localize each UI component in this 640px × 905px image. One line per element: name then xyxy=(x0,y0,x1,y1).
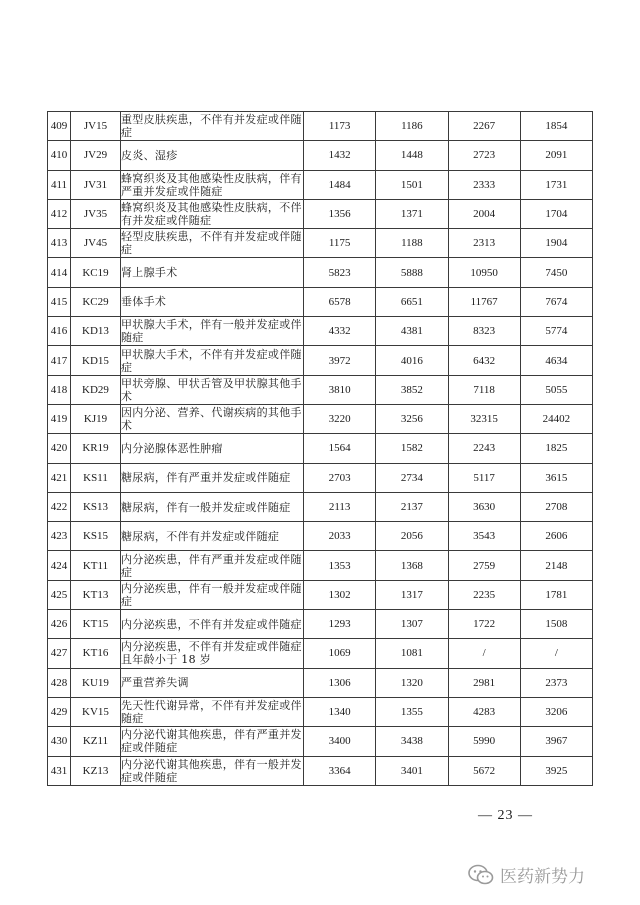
drg-name-cell: 糖尿病，伴有一般并发症或伴随症 xyxy=(121,492,304,521)
value-4-cell: 3615 xyxy=(520,463,592,492)
value-2-cell: 1501 xyxy=(376,170,448,199)
page-number: — 23 — xyxy=(478,808,533,823)
row-number-cell: 428 xyxy=(48,668,71,697)
value-3-cell: 4283 xyxy=(448,697,520,726)
drg-name-cell: 内分泌代谢其他疾患，伴有严重并发症或伴随症 xyxy=(121,728,302,755)
value-4-cell: 2148 xyxy=(520,551,592,580)
value-2-cell: 1368 xyxy=(376,551,448,580)
value-3-cell: 2313 xyxy=(448,229,520,258)
value-4-cell: / xyxy=(520,639,592,668)
table-row xyxy=(48,522,593,551)
value-1-cell: 1175 xyxy=(304,229,376,258)
drg-code-cell: KC19 xyxy=(71,258,121,287)
drg-code-cell: KS15 xyxy=(71,522,121,551)
value-2-cell: 1307 xyxy=(376,610,448,639)
drg-code-cell: KT11 xyxy=(71,551,121,580)
value-1-cell: 1306 xyxy=(304,668,376,697)
value-3-cell: 2235 xyxy=(448,580,520,609)
value-4-cell: 7674 xyxy=(520,287,592,316)
table-body xyxy=(48,112,593,786)
value-3-cell: 2759 xyxy=(448,551,520,580)
value-3-cell: / xyxy=(448,639,520,668)
drg-name-cell: 内分泌疾患，伴有严重并发症或伴随症 xyxy=(121,552,302,579)
value-2-cell: 3852 xyxy=(376,375,448,404)
row-number-cell: 421 xyxy=(48,463,71,492)
value-1-cell: 1302 xyxy=(304,580,376,609)
row-number-cell: 427 xyxy=(48,639,71,668)
value-3-cell: 2267 xyxy=(448,112,520,141)
value-2-cell: 5888 xyxy=(376,258,448,287)
drg-code-cell: KD13 xyxy=(71,317,121,346)
table-row xyxy=(48,668,593,697)
drg-code-cell: JV45 xyxy=(71,229,121,258)
drg-code-cell: KJ19 xyxy=(71,404,121,433)
value-2-cell: 1371 xyxy=(376,199,448,228)
table-row xyxy=(48,580,593,609)
drg-code-cell: KU19 xyxy=(71,668,121,697)
row-number-cell: 424 xyxy=(48,551,71,580)
value-4-cell: 2091 xyxy=(520,141,592,170)
row-number-cell: 415 xyxy=(48,287,71,316)
value-3-cell: 2333 xyxy=(448,170,520,199)
table-row xyxy=(48,610,593,639)
drg-code-cell: JV29 xyxy=(71,141,121,170)
value-1-cell: 5823 xyxy=(304,258,376,287)
value-3-cell: 5117 xyxy=(448,463,520,492)
table-row xyxy=(48,756,593,785)
value-4-cell: 3967 xyxy=(520,727,592,756)
drg-name-cell: 内分泌疾患，不伴有并发症或伴随症且年龄小于 18 岁 xyxy=(121,640,302,667)
value-4-cell: 2373 xyxy=(520,668,592,697)
table-row xyxy=(48,697,593,726)
value-2-cell: 2137 xyxy=(376,492,448,521)
drg-name-cell: 糖尿病，伴有严重并发症或伴随症 xyxy=(121,463,304,492)
row-number-cell: 413 xyxy=(48,229,71,258)
row-number-cell: 431 xyxy=(48,756,71,785)
value-3-cell: 2723 xyxy=(448,141,520,170)
value-2-cell: 1186 xyxy=(376,112,448,141)
row-number-cell: 422 xyxy=(48,492,71,521)
drg-code-cell: KS11 xyxy=(71,463,121,492)
value-1-cell: 3364 xyxy=(304,756,376,785)
watermark-text: 医药新势力 xyxy=(500,867,585,887)
value-1-cell: 3220 xyxy=(304,404,376,433)
table-row xyxy=(48,434,593,463)
drg-code-cell: KD29 xyxy=(71,375,121,404)
value-3-cell: 32315 xyxy=(448,404,520,433)
value-2-cell: 1448 xyxy=(376,141,448,170)
row-number-cell: 414 xyxy=(48,258,71,287)
drg-name-cell: 糖尿病，不伴有并发症或伴随症 xyxy=(121,522,304,551)
value-3-cell: 2981 xyxy=(448,668,520,697)
drg-name-cell: 因内分泌、营养、代谢疾病的其他手术 xyxy=(121,406,302,433)
table-row xyxy=(48,492,593,521)
value-2-cell: 2734 xyxy=(376,463,448,492)
table-row xyxy=(48,404,593,433)
drg-name-cell: 严重营养失调 xyxy=(121,668,304,697)
value-2-cell: 4381 xyxy=(376,317,448,346)
value-4-cell: 1704 xyxy=(520,199,592,228)
value-2-cell: 1081 xyxy=(376,639,448,668)
value-2-cell: 4016 xyxy=(376,346,448,375)
row-number-cell: 411 xyxy=(48,170,71,199)
value-3-cell: 8323 xyxy=(448,317,520,346)
row-number-cell: 423 xyxy=(48,522,71,551)
value-1-cell: 1484 xyxy=(304,170,376,199)
value-3-cell: 6432 xyxy=(448,346,520,375)
value-2-cell: 6651 xyxy=(376,287,448,316)
drg-code-cell: KC29 xyxy=(71,287,121,316)
row-number-cell: 419 xyxy=(48,404,71,433)
drg-name-cell: 甲状旁腺、甲状舌管及甲状腺其他手术 xyxy=(121,376,302,403)
value-4-cell: 1825 xyxy=(520,434,592,463)
row-number-cell: 412 xyxy=(48,199,71,228)
table-row xyxy=(48,346,593,375)
row-number-cell: 425 xyxy=(48,580,71,609)
drg-name-cell: 内分泌疾患，不伴有并发症或伴随症 xyxy=(121,610,304,639)
drg-code-cell: KV15 xyxy=(71,697,121,726)
drg-code-cell: JV31 xyxy=(71,170,121,199)
value-3-cell: 1722 xyxy=(448,610,520,639)
drg-name-cell: 轻型皮肤疾患，不伴有并发症或伴随症 xyxy=(121,230,302,257)
table-row xyxy=(48,639,593,668)
drg-name-cell: 内分泌疾患，伴有一般并发症或伴随症 xyxy=(121,581,302,608)
row-number-cell: 426 xyxy=(48,610,71,639)
drg-code-cell: KD15 xyxy=(71,346,121,375)
value-4-cell: 1854 xyxy=(520,112,592,141)
value-3-cell: 3630 xyxy=(448,492,520,521)
value-4-cell: 5774 xyxy=(520,317,592,346)
table-row xyxy=(48,727,593,756)
row-number-cell: 409 xyxy=(48,112,71,141)
value-3-cell: 5672 xyxy=(448,756,520,785)
drg-code-cell: KR19 xyxy=(71,434,121,463)
value-4-cell: 1508 xyxy=(520,610,592,639)
value-1-cell: 3810 xyxy=(304,375,376,404)
row-number-cell: 417 xyxy=(48,346,71,375)
value-1-cell: 2113 xyxy=(304,492,376,521)
value-4-cell: 3206 xyxy=(520,697,592,726)
value-1-cell: 3400 xyxy=(304,727,376,756)
table-row xyxy=(48,141,593,170)
drg-name-cell: 内分泌腺体恶性肿瘤 xyxy=(121,434,304,463)
drg-name-cell: 重型皮肤疾患，不伴有并发症或伴随症 xyxy=(121,113,302,140)
row-number-cell: 418 xyxy=(48,375,71,404)
table-row xyxy=(48,317,593,346)
value-1-cell: 1293 xyxy=(304,610,376,639)
drg-payment-table xyxy=(47,111,593,786)
value-4-cell: 24402 xyxy=(520,404,592,433)
value-1-cell: 3972 xyxy=(304,346,376,375)
table-row xyxy=(48,229,593,258)
value-2-cell: 1355 xyxy=(376,697,448,726)
table-row xyxy=(48,375,593,404)
value-3-cell: 7118 xyxy=(448,375,520,404)
value-4-cell: 2606 xyxy=(520,522,592,551)
drg-name-cell: 甲状腺大手术，不伴有并发症或伴随症 xyxy=(121,347,302,374)
value-1-cell: 1564 xyxy=(304,434,376,463)
table-row xyxy=(48,258,593,287)
table-row xyxy=(48,199,593,228)
table-row xyxy=(48,112,593,141)
value-1-cell: 1432 xyxy=(304,141,376,170)
wechat-icon xyxy=(468,864,494,886)
value-3-cell: 2243 xyxy=(448,434,520,463)
table-row xyxy=(48,170,593,199)
drg-name-cell: 垂体手术 xyxy=(121,287,304,316)
drg-code-cell: JV35 xyxy=(71,199,121,228)
table-row xyxy=(48,463,593,492)
watermark xyxy=(468,862,585,887)
value-1-cell: 2033 xyxy=(304,522,376,551)
value-3-cell: 5990 xyxy=(448,727,520,756)
value-1-cell: 4332 xyxy=(304,317,376,346)
drg-code-cell: KT15 xyxy=(71,610,121,639)
value-4-cell: 1731 xyxy=(520,170,592,199)
value-1-cell: 1340 xyxy=(304,697,376,726)
value-4-cell: 4634 xyxy=(520,346,592,375)
value-1-cell: 1173 xyxy=(304,112,376,141)
drg-name-cell: 内分泌代谢其他疾患，伴有一般并发症或伴随症 xyxy=(121,757,302,784)
value-1-cell: 1353 xyxy=(304,551,376,580)
value-4-cell: 3925 xyxy=(520,756,592,785)
drg-name-cell: 蜂窝织炎及其他感染性皮肤病，伴有严重并发症或伴随症 xyxy=(121,171,302,198)
row-number-cell: 430 xyxy=(48,727,71,756)
value-4-cell: 2708 xyxy=(520,492,592,521)
value-2-cell: 1582 xyxy=(376,434,448,463)
value-4-cell: 7450 xyxy=(520,258,592,287)
drg-code-cell: JV15 xyxy=(71,112,121,141)
value-2-cell: 3401 xyxy=(376,756,448,785)
row-number-cell: 420 xyxy=(48,434,71,463)
drg-name-cell: 肾上腺手术 xyxy=(121,258,304,287)
value-2-cell: 1317 xyxy=(376,580,448,609)
table-row xyxy=(48,551,593,580)
value-2-cell: 3438 xyxy=(376,727,448,756)
drg-code-cell: KZ11 xyxy=(71,727,121,756)
row-number-cell: 410 xyxy=(48,141,71,170)
drg-code-cell: KT13 xyxy=(71,580,121,609)
drg-code-cell: KS13 xyxy=(71,492,121,521)
value-2-cell: 1188 xyxy=(376,229,448,258)
drg-name-cell: 皮炎、湿疹 xyxy=(121,141,304,170)
row-number-cell: 429 xyxy=(48,697,71,726)
value-3-cell: 11767 xyxy=(448,287,520,316)
drg-name-cell: 先天性代谢异常，不伴有并发症或伴随症 xyxy=(121,699,302,726)
value-2-cell: 3256 xyxy=(376,404,448,433)
drg-code-cell: KT16 xyxy=(71,639,121,668)
table-row xyxy=(48,287,593,316)
drg-name-cell: 蜂窝织炎及其他感染性皮肤病，不伴有并发症或伴随症 xyxy=(121,201,302,228)
value-4-cell: 1781 xyxy=(520,580,592,609)
drg-code-cell: KZ13 xyxy=(71,756,121,785)
value-4-cell: 1904 xyxy=(520,229,592,258)
value-3-cell: 10950 xyxy=(448,258,520,287)
value-3-cell: 2004 xyxy=(448,199,520,228)
value-4-cell: 5055 xyxy=(520,375,592,404)
value-1-cell: 6578 xyxy=(304,287,376,316)
value-1-cell: 1356 xyxy=(304,199,376,228)
value-2-cell: 2056 xyxy=(376,522,448,551)
value-3-cell: 3543 xyxy=(448,522,520,551)
row-number-cell: 416 xyxy=(48,317,71,346)
drg-name-cell: 甲状腺大手术，伴有一般并发症或伴随症 xyxy=(121,318,302,345)
value-2-cell: 1320 xyxy=(376,668,448,697)
value-1-cell: 2703 xyxy=(304,463,376,492)
value-1-cell: 1069 xyxy=(304,639,376,668)
